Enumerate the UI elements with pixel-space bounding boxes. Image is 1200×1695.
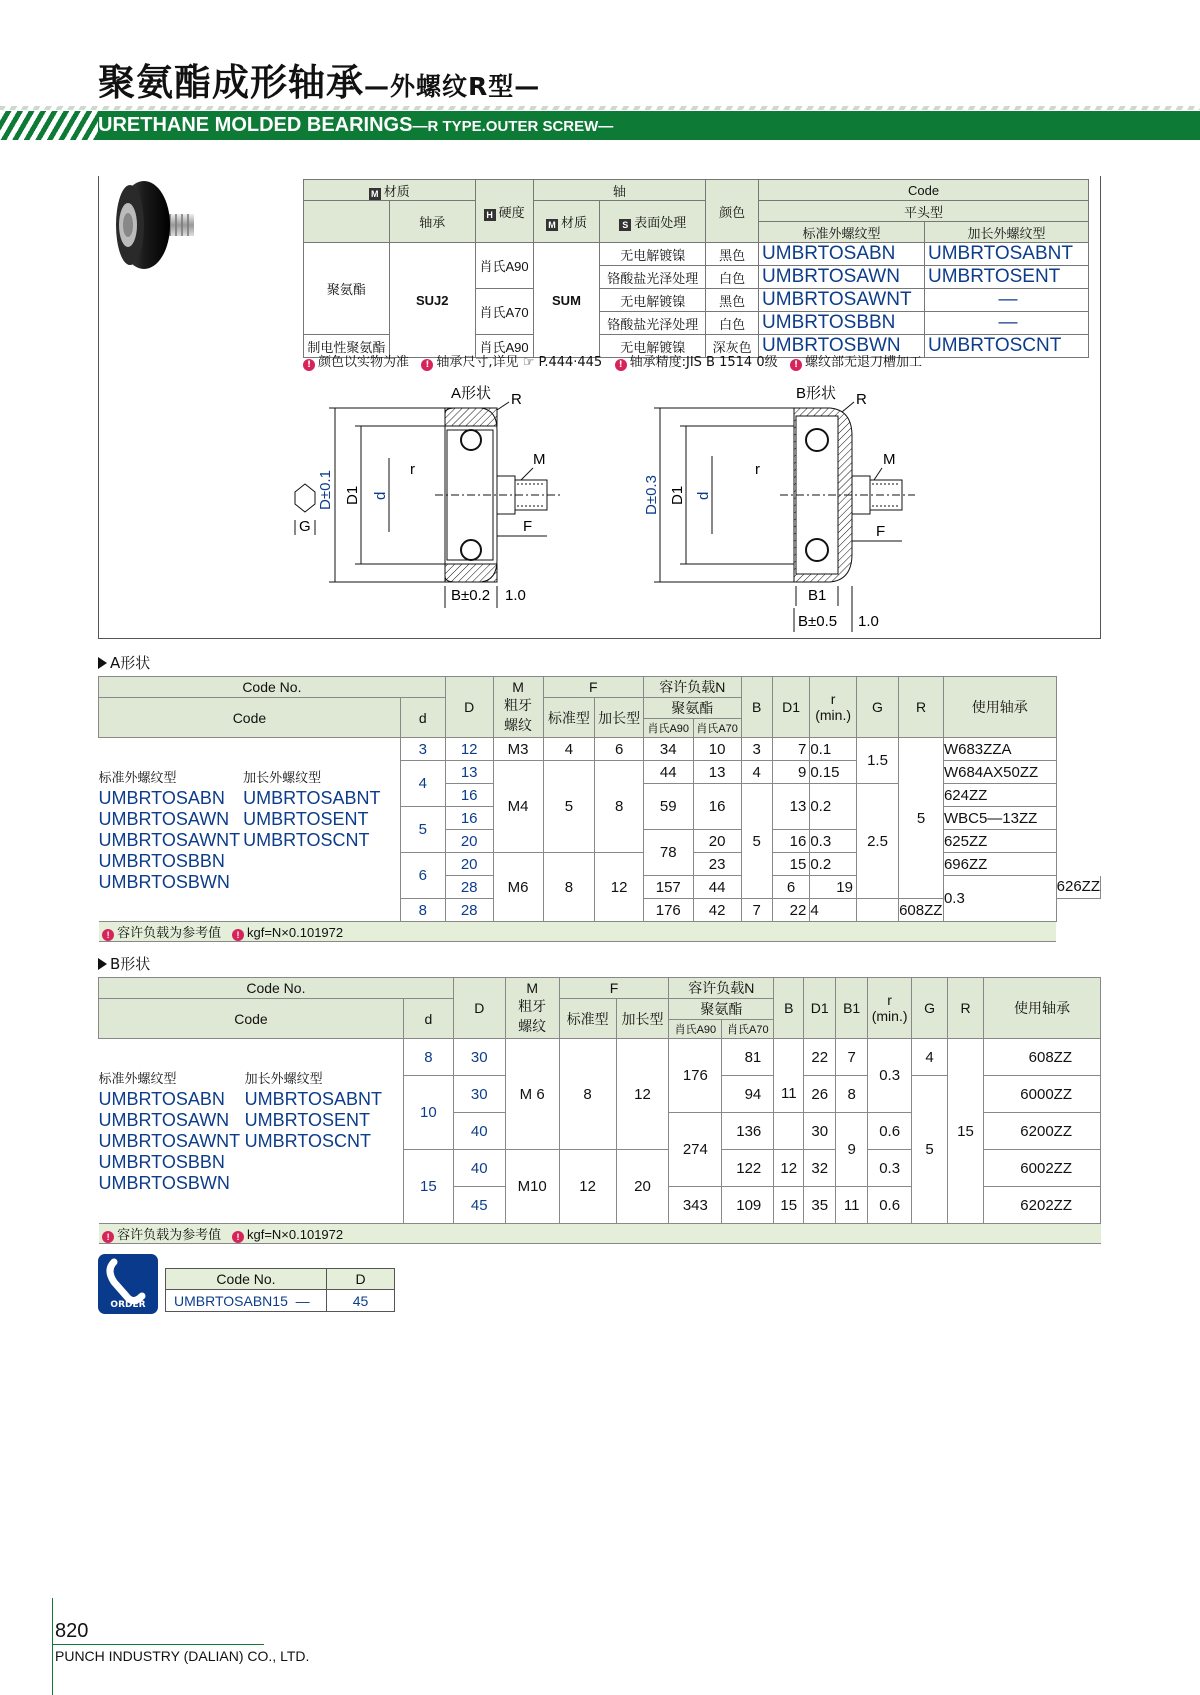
label-D1: D1 — [669, 485, 686, 505]
lab-std: 标准外螺纹型 — [98, 1071, 177, 1086]
cell-D: 45 — [453, 1187, 505, 1224]
cell-r: 0.1 — [810, 738, 857, 761]
h-D1: D1 — [804, 978, 836, 1039]
surface: 无电解镀镍 — [600, 335, 706, 358]
cell-r: 0.3 — [943, 876, 1056, 922]
order-table — [165, 1268, 395, 1312]
cell-D1: 7 — [772, 738, 810, 761]
code-long: — — [924, 289, 1088, 312]
code: UMBRTOSENT — [243, 808, 369, 829]
cell-D1: 9 — [772, 761, 810, 784]
cell-L: 122 — [722, 1150, 774, 1187]
lab-long: 加长外螺纹型 — [244, 1071, 323, 1086]
h-codeno: Code No. — [99, 677, 446, 698]
cell-L: 20 — [693, 830, 741, 853]
cell-D: 40 — [453, 1150, 505, 1187]
label-r: r — [410, 461, 415, 478]
table-a-notes: ! 容许负载为参考值 ! kgf=N×0.101972 — [99, 922, 1057, 942]
h-F: F — [559, 978, 669, 999]
product-photo — [108, 178, 208, 270]
h-flat: 平头型 — [759, 201, 1089, 222]
cell-D: 13 — [445, 761, 493, 784]
code: UMBRTOSBWN — [98, 1173, 230, 1193]
code: UMBRTOSBWN — [98, 871, 230, 892]
cell-D: 28 — [445, 876, 493, 899]
code-std: UMBRTOSBWN — [759, 335, 925, 358]
h-load: 容许负载N — [643, 677, 741, 698]
h-a90: 肖氏A90 — [643, 719, 693, 738]
h-surface: S 表面处理 — [600, 201, 706, 243]
cell-B: 6 — [772, 876, 810, 899]
cell-d: 8 — [403, 1039, 453, 1076]
drawing-b — [630, 380, 930, 634]
cell-D1: 22 — [772, 899, 810, 922]
cell-bearing: 625ZZ — [943, 830, 1056, 853]
label-t: 1.0 — [858, 613, 879, 630]
code: UMBRTOSAWNT — [98, 829, 241, 850]
table-b — [98, 977, 1101, 1244]
code: UMBRTOSABNT — [244, 1089, 382, 1109]
cell-F: 4 — [543, 738, 595, 761]
h-M: M 粗牙 螺纹 — [493, 677, 543, 738]
cell-d: 6 — [400, 853, 445, 899]
cell-bearing: 608ZZ — [899, 899, 944, 922]
cell-L: 109 — [722, 1187, 774, 1224]
section-b-title: B形状 — [98, 953, 150, 974]
h-d: d — [400, 698, 445, 738]
code: UMBRTOSENT — [244, 1110, 370, 1130]
shaft-mat: SUM — [533, 243, 600, 358]
cell-D: 28 — [445, 899, 493, 922]
code-list-b — [99, 1039, 404, 1224]
cell-B: 5 — [741, 784, 772, 899]
cell-D1: 35 — [804, 1187, 836, 1224]
header-stripes-top — [0, 106, 1200, 110]
label-M: M — [883, 451, 896, 468]
h-r: r (min.) — [868, 978, 912, 1039]
cell-B1: 7 — [836, 1039, 868, 1076]
cell-r: 0.3 — [868, 1150, 912, 1187]
h-a90: 肖氏A90 — [669, 1020, 722, 1039]
cell-d: 8 — [400, 899, 445, 922]
h-d: d — [403, 999, 453, 1039]
h-std: 标准外螺纹型 — [759, 222, 925, 243]
cell-B: 12 — [774, 1150, 804, 1187]
cell-L: 157 — [643, 876, 693, 899]
cell-F: 8 — [595, 761, 644, 853]
h-F: F — [543, 677, 643, 698]
cell-D1: 32 — [804, 1150, 836, 1187]
cell-G: 2.5 — [856, 784, 898, 899]
h-F-std: 标准型 — [543, 698, 595, 738]
h-G: G — [912, 978, 948, 1039]
code-std: UMBRTOSBBN — [759, 312, 925, 335]
code-list-b-inner — [99, 1068, 403, 1194]
label-d: d — [372, 491, 389, 500]
drawing-a — [285, 380, 585, 610]
color: 黑色 — [706, 243, 759, 266]
cell-M: M 6 — [505, 1039, 559, 1150]
company-name: PUNCH INDUSTRY (DALIAN) CO., LTD. — [55, 1648, 310, 1664]
color: 黑色 — [706, 289, 759, 312]
label-F: F — [876, 523, 886, 540]
cell-L: 274 — [669, 1113, 722, 1187]
label-t: 1.0 — [505, 587, 526, 604]
code: UMBRTOSABN — [98, 1089, 225, 1109]
code: UMBRTOSAWNT — [98, 1131, 241, 1151]
code-long: — — [924, 312, 1088, 335]
code: UMBRTOSABN — [98, 787, 225, 808]
cell-D1: 16 — [772, 830, 810, 853]
cell-L: 176 — [669, 1039, 722, 1113]
cell-L: 59 — [643, 784, 693, 830]
cell-r: 0.2 — [810, 853, 857, 876]
lab-long: 加长外螺纹型 — [243, 769, 322, 785]
label-d: d — [695, 491, 712, 500]
code-std: UMBRTOSAWNT — [759, 289, 925, 312]
h-bearing: 使用轴承 — [943, 677, 1056, 738]
cell-F: 12 — [595, 853, 644, 922]
cell-bearing: 6002ZZ — [983, 1150, 1100, 1187]
hard-3: 肖氏A90 — [475, 335, 533, 358]
cell-R-blank — [856, 899, 898, 922]
cell-L: 34 — [643, 738, 693, 761]
header-stripes — [0, 111, 98, 140]
h-codeno: Code No. — [99, 978, 454, 999]
code-std: UMBRTOSAWN — [759, 266, 925, 289]
cell-D: 30 — [453, 1039, 505, 1076]
cell-F: 12 — [616, 1039, 669, 1150]
cell-B1: 11 — [836, 1187, 868, 1224]
cell-d: 4 — [400, 761, 445, 807]
h-F-long: 加长型 — [616, 999, 669, 1039]
cell-bearing: 608ZZ — [983, 1039, 1100, 1076]
code: UMBRTOSABNT — [243, 787, 381, 808]
cell-L: 16 — [693, 784, 741, 830]
cell-D: 20 — [445, 853, 493, 876]
cell-bearing: 624ZZ — [943, 784, 1056, 807]
code: UMBRTOSAWN — [98, 808, 230, 829]
cell-D: 12 — [445, 738, 493, 761]
cell-bearing: 626ZZ — [1056, 876, 1100, 899]
table-a — [98, 676, 1101, 942]
label-D: D±0.3 — [643, 475, 660, 515]
mat-pu: 聚氨酯 — [304, 243, 390, 335]
cell-r: 0.3 — [868, 1039, 912, 1113]
cell-R: 15 — [948, 1039, 984, 1224]
cell-D: 16 — [445, 807, 493, 830]
cell-L: 10 — [693, 738, 741, 761]
cell-G: 4 — [912, 1039, 948, 1076]
cell-d: 3 — [400, 738, 445, 761]
code: UMBRTOSCNT — [244, 1131, 371, 1151]
h-code: Code — [99, 999, 404, 1039]
cell-M: M6 — [493, 853, 543, 922]
h-code: Code — [99, 698, 401, 738]
cell-L: 176 — [643, 899, 693, 922]
cell-D1: 30 — [804, 1113, 836, 1150]
cell-bearing: 696ZZ — [943, 853, 1056, 876]
cell-D: 16 — [445, 784, 493, 807]
cell-r: 0.2 — [810, 784, 857, 830]
cell-L: 81 — [722, 1039, 774, 1076]
code-std: UMBRTOSABN — [759, 243, 925, 266]
cell-L: 78 — [643, 830, 693, 876]
h-B: B — [774, 978, 804, 1039]
cell-F: 8 — [543, 853, 595, 922]
cell-L: 343 — [669, 1187, 722, 1224]
cell-bearing: W683ZZA — [943, 738, 1056, 761]
cell-r: 0.6 — [868, 1187, 912, 1224]
hard-1: 肖氏A90 — [475, 243, 533, 289]
cell-D1: 26 — [804, 1076, 836, 1113]
cell-L: 94 — [722, 1076, 774, 1113]
code: UMBRTOSAWN — [98, 1110, 230, 1130]
code: UMBRTOSBBN — [98, 1152, 225, 1172]
h-load-pu: 聚氨酯 — [669, 999, 774, 1020]
cell-r: 0.3 — [810, 830, 857, 853]
label-F: F — [523, 518, 533, 535]
order-code: UMBRTOSABN15 — — [166, 1290, 327, 1312]
page-title: 聚氨酯成形轴承—外螺纹R型— — [98, 61, 541, 104]
h-bearing: 轴承 — [389, 201, 475, 243]
h-D1: D1 — [772, 677, 810, 738]
cell-B1: 9 — [836, 1113, 868, 1187]
h-D: D — [453, 978, 505, 1039]
cell-D1: 19 — [810, 876, 857, 899]
code: UMBRTOSBBN — [98, 850, 225, 871]
code-long: UMBRTOSENT — [924, 266, 1088, 289]
cell-B: 3 — [741, 738, 772, 761]
code: UMBRTOSCNT — [243, 829, 370, 850]
surface: 无电解镀镍 — [600, 243, 706, 266]
cell-D: 30 — [453, 1076, 505, 1113]
cell-r: 0.15 — [810, 761, 857, 784]
label-D1: D1 — [344, 485, 361, 505]
spec-notes: ! 颜色以实物为准 ! 轴承尺寸,详见 ☞ P.444·445 ! 轴承精度:JIS B 1514 0级 ! 螺纹部无退刀槽加工 — [303, 351, 922, 371]
h-G: G — [856, 677, 898, 738]
h-code: Code — [759, 180, 1089, 201]
h-material: M 材质 — [304, 180, 476, 201]
cell-bearing: 6202ZZ — [983, 1187, 1100, 1224]
h-hardness: H 硬度 — [475, 180, 533, 243]
h-r: r (min.) — [810, 677, 857, 738]
table-b-notes: ! 容许负载为参考值 ! kgf=N×0.101972 — [99, 1224, 1101, 1244]
cell-d: 15 — [403, 1150, 453, 1224]
cell-bearing: WBC5—13ZZ — [943, 807, 1056, 830]
cell-D1: 13 — [772, 784, 810, 830]
order-icon — [98, 1254, 158, 1314]
h-color: 颜色 — [706, 180, 759, 243]
label-r: r — [755, 461, 760, 478]
cell-bearing: W684AX50ZZ — [943, 761, 1056, 784]
color: 白色 — [706, 312, 759, 335]
cell-L: 42 — [693, 899, 741, 922]
cell-M: M3 — [493, 738, 543, 761]
code-long: UMBRTOSCNT — [924, 335, 1088, 358]
cell-L: 13 — [693, 761, 741, 784]
h-B1: B1 — [836, 978, 868, 1039]
surface: 铬酸盐光泽处理 — [600, 266, 706, 289]
cell-B: 7 — [741, 899, 772, 922]
h-F-long: 加长型 — [595, 698, 644, 738]
order-label: ORDER — [110, 1300, 146, 1310]
label-B1: B1 — [808, 587, 827, 604]
label-D: D±0.1 — [317, 470, 334, 510]
label-R: R — [856, 391, 867, 408]
color: 白色 — [706, 266, 759, 289]
cell-M: M4 — [493, 761, 543, 853]
order-h-code: Code No. — [166, 1269, 327, 1290]
drawing-b-title: B形状 — [796, 385, 837, 402]
h-R: R — [899, 677, 944, 738]
ref-icon: ☞ — [522, 355, 535, 370]
footer-hline — [52, 1644, 264, 1645]
cell-B: 15 — [774, 1187, 804, 1224]
cell-L: 136 — [722, 1113, 774, 1150]
cell-bearing: 6000ZZ — [983, 1076, 1100, 1113]
drawing-a-title: A形状 — [451, 385, 492, 402]
section-a-title: A形状 — [98, 652, 150, 673]
cell-F: 8 — [559, 1039, 616, 1150]
cell-L: 44 — [643, 761, 693, 784]
cell-D1: 15 — [772, 853, 810, 876]
cell-F: 5 — [543, 761, 595, 853]
cell-G: 4 — [810, 899, 857, 922]
page-subtitle-en: URETHANE MOLDED BEARINGS—R TYPE.OUTER SCREW— — [98, 114, 614, 136]
h-long: 加长外螺纹型 — [924, 222, 1088, 243]
h-bearing: 使用轴承 — [983, 978, 1100, 1039]
cell-d: 5 — [400, 807, 445, 853]
cell-L: 23 — [693, 853, 741, 876]
label-B: B±0.5 — [798, 613, 838, 630]
label-G: G — [299, 518, 311, 535]
cell-D1: 22 — [804, 1039, 836, 1076]
cell-G: 5 — [912, 1076, 948, 1224]
cell-D: 40 — [453, 1113, 505, 1150]
cell-G: 1.5 — [856, 738, 898, 784]
cell-F: 6 — [595, 738, 644, 761]
cell-B: 11 — [774, 1039, 804, 1113]
h-load: 容许负载N — [669, 978, 774, 999]
cell-B-blank — [774, 1113, 804, 1150]
lab-std: 标准外螺纹型 — [98, 769, 177, 785]
h-M: M 粗牙 螺纹 — [505, 978, 559, 1039]
h-D: D — [445, 677, 493, 738]
h-B: B — [741, 677, 772, 738]
cell-r: 0.6 — [868, 1113, 912, 1150]
color: 深灰色 — [706, 335, 759, 358]
label-M: M — [533, 451, 546, 468]
cell-B: 4 — [741, 761, 772, 784]
h-blank — [304, 201, 390, 243]
cell-bearing: 6200ZZ — [983, 1113, 1100, 1150]
page-number: 820 — [55, 1620, 89, 1642]
code-long: UMBRTOSABNT — [924, 243, 1088, 266]
cell-D: 20 — [445, 830, 493, 853]
h-a70: 肖氏A70 — [693, 719, 741, 738]
mat-conductive: 制电性聚氨酯 — [304, 335, 390, 358]
footer-vline — [52, 1598, 53, 1695]
cell-R: 5 — [899, 738, 944, 899]
spec-table — [303, 179, 1089, 358]
order-D: 45 — [327, 1290, 395, 1312]
cell-L: 44 — [693, 876, 741, 899]
cell-d: 10 — [403, 1076, 453, 1150]
h-shaft: 轴 — [533, 180, 706, 201]
h-F-std: 标准型 — [559, 999, 616, 1039]
order-h-D: D — [327, 1269, 395, 1290]
label-B: B±0.2 — [451, 587, 491, 604]
cell-F: 20 — [616, 1150, 669, 1224]
h-R: R — [948, 978, 984, 1039]
h-shaft-material: M 材质 — [533, 201, 600, 243]
h-a70: 肖氏A70 — [722, 1020, 774, 1039]
code-list-a — [99, 738, 401, 922]
bearing-mat: SUJ2 — [389, 243, 475, 358]
cell-F: 12 — [559, 1150, 616, 1224]
label-R: R — [511, 391, 522, 408]
cell-B1: 8 — [836, 1076, 868, 1113]
surface: 铬酸盐光泽处理 — [600, 312, 706, 335]
h-load-pu: 聚氨酯 — [643, 698, 741, 719]
code-list-a-inner — [99, 767, 400, 893]
cell-M: M10 — [505, 1150, 559, 1224]
hard-2: 肖氏A70 — [475, 289, 533, 335]
surface: 无电解镀镍 — [600, 289, 706, 312]
